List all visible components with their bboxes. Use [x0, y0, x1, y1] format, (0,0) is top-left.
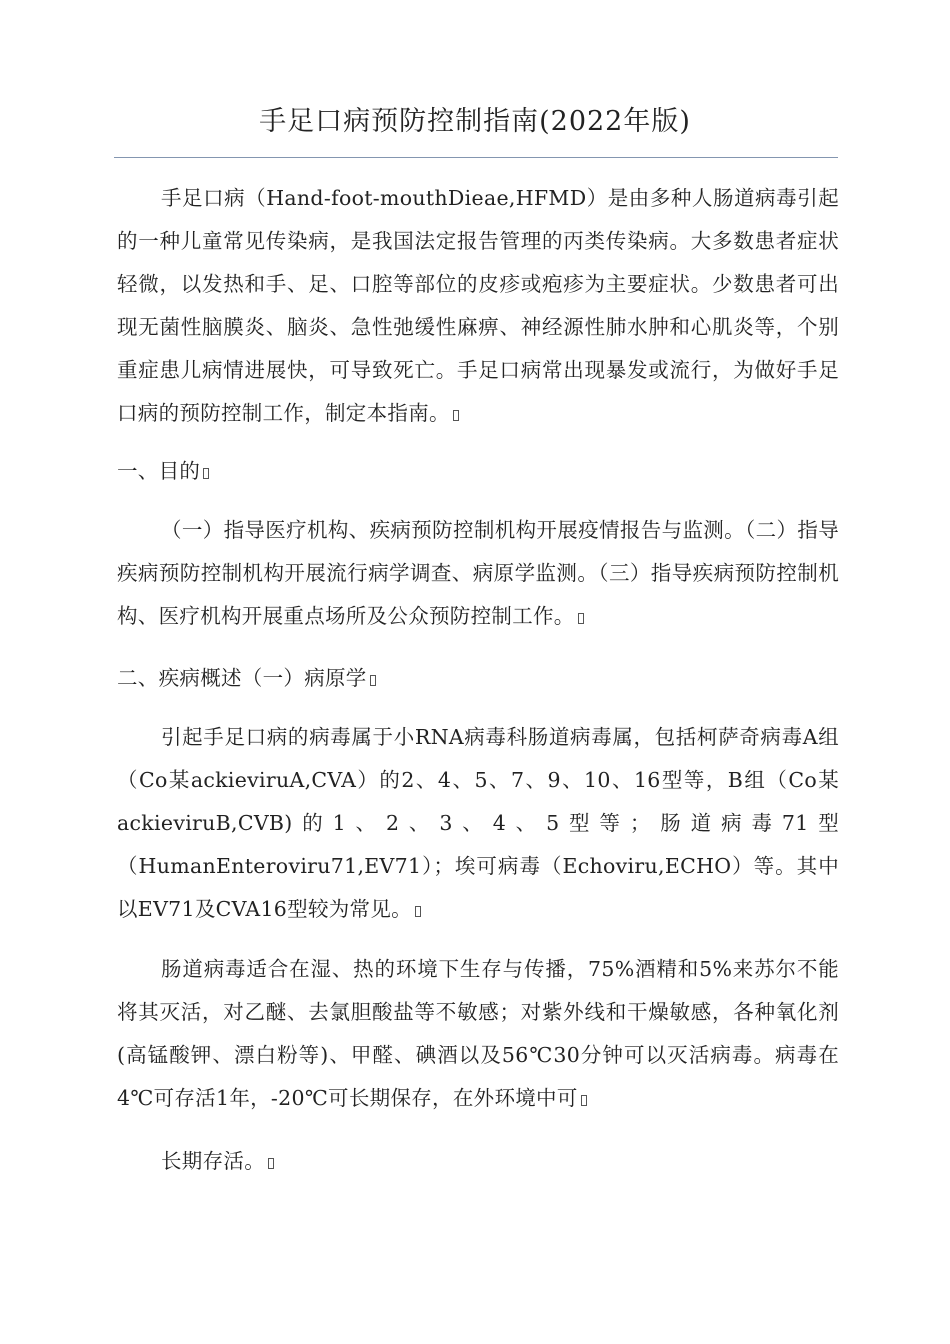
document-title: 手足口病预防控制指南(2022年版) — [259, 106, 691, 137]
paragraph-mark-icon — [268, 1158, 274, 1169]
paragraph-mark-icon — [370, 675, 376, 686]
section-heading-overview — [117, 657, 839, 700]
virus-stability-paragraph — [117, 948, 839, 1120]
paragraph-mark-icon — [578, 613, 584, 624]
survival-paragraph-text: 长期存活。 — [161, 1149, 265, 1173]
paragraph-mark-icon — [453, 410, 459, 421]
pathogen-paragraph — [117, 716, 839, 931]
pathogen-paragraph-text: 引起手足口病的病毒属于小RNA病毒科肠道病毒属，包括柯萨奇病毒A组（Co某ackieviruA,CVA）的2、4、5、7、9、10、16型等，B组（Co某ackieviruB,CVB)的1、2、3、4、5型等；肠道病毒71型（HumanEnteroviru71,EV71）；埃可病毒（Echoviru,ECHO）等。其中以EV71及CVA16型较为常见。 — [117, 725, 839, 921]
title-divider — [114, 157, 838, 158]
paragraph-mark-icon — [203, 468, 209, 479]
purpose-paragraph — [117, 509, 839, 638]
survival-paragraph — [117, 1140, 839, 1183]
section-heading-purpose-text: 一、目的 — [117, 459, 201, 483]
virus-stability-paragraph-text: 肠道病毒适合在湿、热的环境下生存与传播，75%酒精和5%来苏尔不能将其灭活，对乙醚、去氯胆酸盐等不敏感；对紫外线和干燥敏感，各种氧化剂(高锰酸钾、漂白粉等)、甲醛、碘酒以及56℃30分钟可以灭活病毒。病毒在4℃可存活1年，-20℃可长期保存，在外环境中可 — [117, 957, 839, 1110]
section-heading-purpose — [117, 450, 839, 493]
intro-paragraph-text: 手足口病（Hand-foot-mouthDieae,HFMD）是由多种人肠道病毒引起的一种儿童常见传染病，是我国法定报告管理的丙类传染病。大多数患者症状轻微，以发热和手、足、口腔等部位的皮疹或疱疹为主要症状。少数患者可出现无菌性脑膜炎、脑炎、急性弛缓性麻痹、神经源性肺水肿和心肌炎等，个别重症患儿病情进展快，可导致死亡。手足口病常出现暴发或流行，为做好手足口病的预防控制工作，制定本指南。 — [117, 186, 839, 425]
purpose-paragraph-text: （一）指导医疗机构、疾病预防控制机构开展疫情报告与监测。（二）指导疾病预防控制机构开展流行病学调查、病原学监测。（三）指导疾病预防控制机构、医疗机构开展重点场所及公众预防控制工作。 — [117, 518, 839, 628]
paragraph-mark-icon — [415, 906, 421, 917]
paragraph-mark-icon — [581, 1095, 587, 1106]
section-heading-overview-text: 二、疾病概述（一）病原学 — [117, 666, 367, 690]
intro-paragraph — [117, 177, 839, 435]
